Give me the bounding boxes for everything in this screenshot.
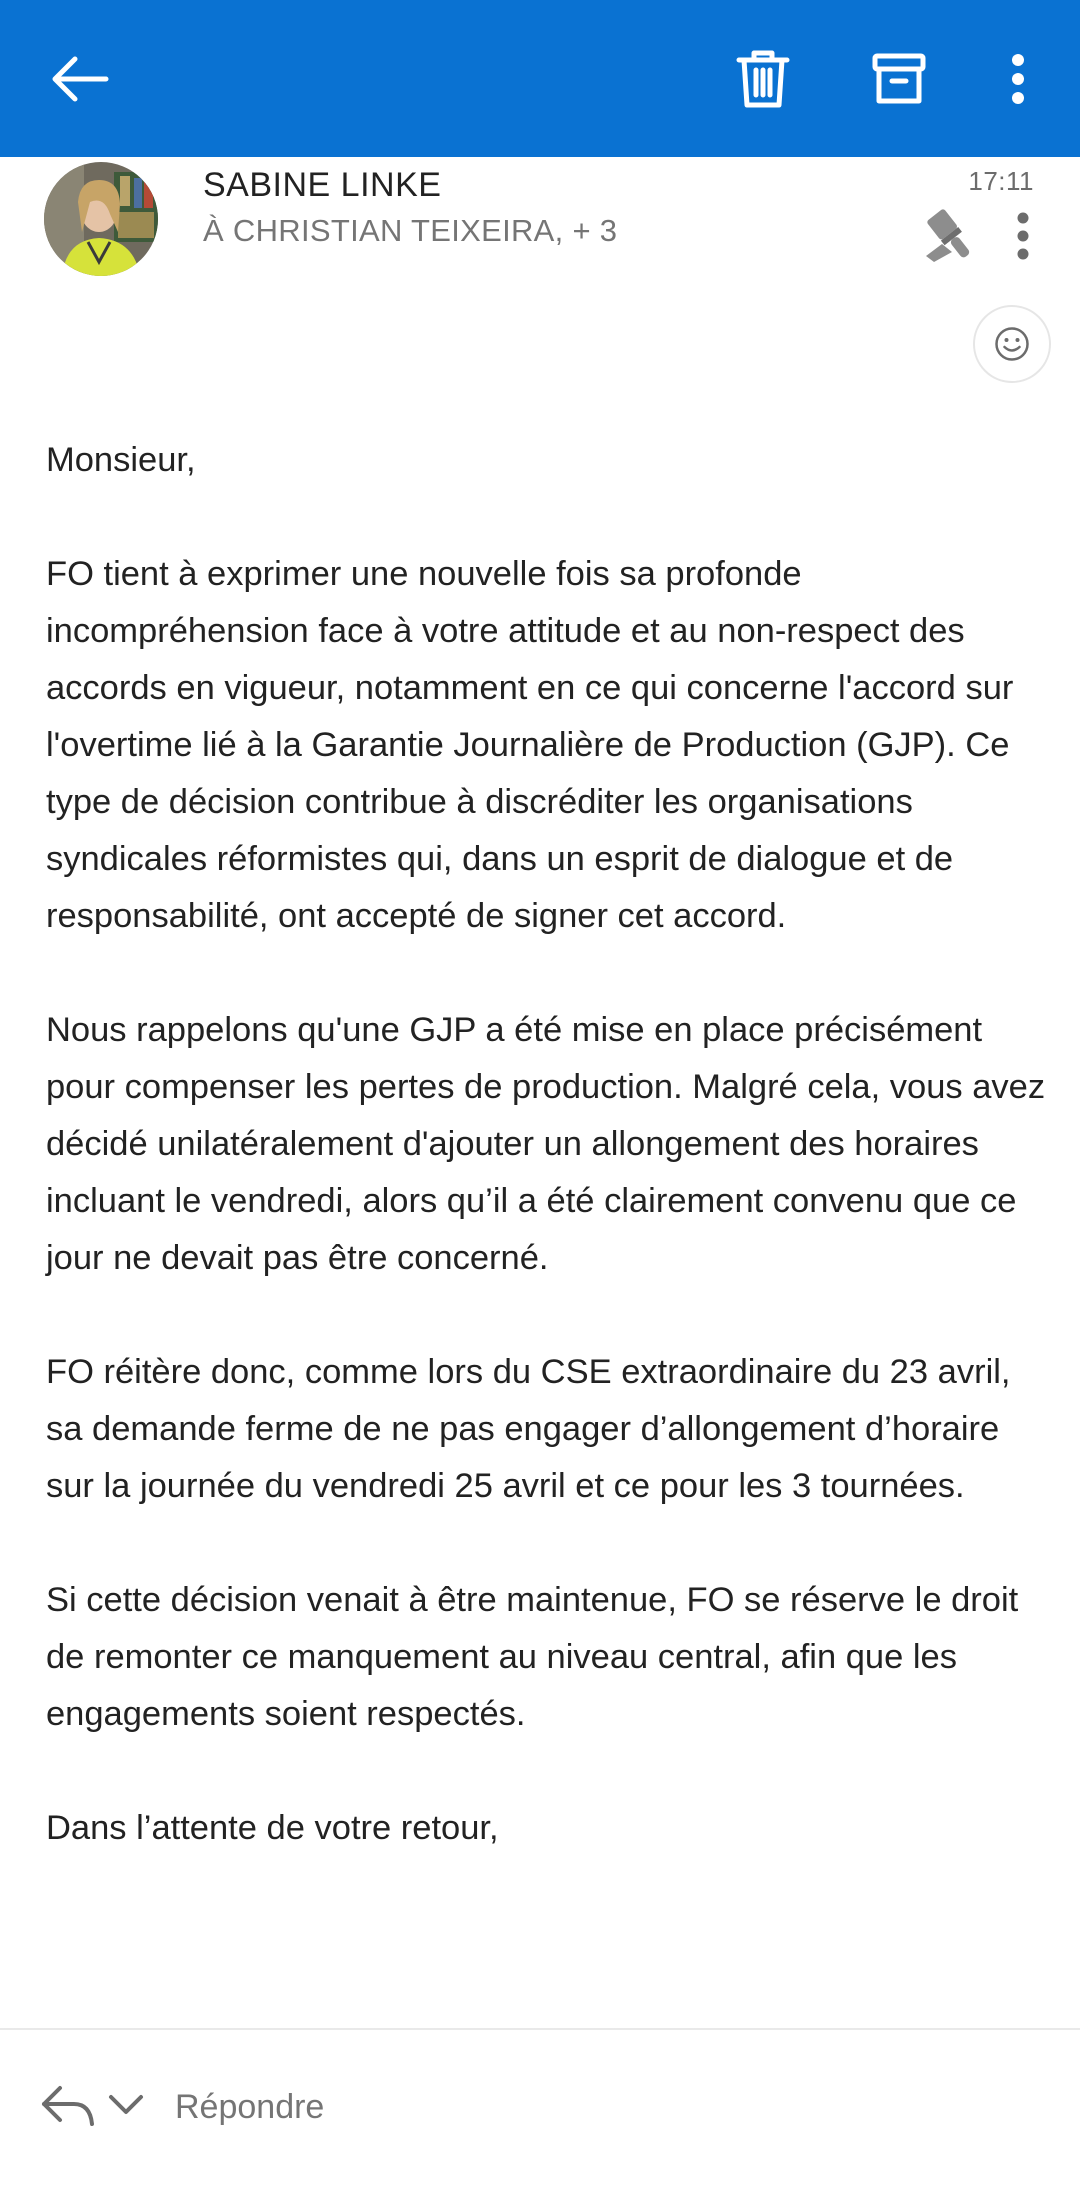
recipients-line[interactable]: À CHRISTIAN TEIXEIRA, + 3 [203,213,618,248]
top-app-bar [0,0,1080,157]
more-options-button[interactable] [963,0,1073,157]
body-paragraph: Dans l’attente de votre retour, [46,1809,499,1847]
reply-options-button[interactable] [108,2094,144,2121]
sender-name[interactable]: SABINE LINKE [203,166,442,204]
back-button[interactable] [25,0,135,157]
sender-photo [44,162,158,276]
archive-button[interactable] [844,0,954,157]
smiley-icon [994,326,1030,362]
message-more-button[interactable] [1004,208,1042,264]
message-time: 17:11 [968,166,1034,196]
archive-icon [872,52,926,106]
format-brush-button[interactable] [922,208,978,264]
message-body [46,432,1046,1857]
reply-button[interactable] [40,2084,96,2133]
more-vertical-icon [1011,54,1025,104]
arrow-left-icon [51,56,109,102]
delete-button[interactable] [708,0,818,157]
reply-input[interactable]: Répondre [175,2088,325,2126]
chevron-down-icon [108,2094,144,2116]
paint-brush-icon [922,208,978,264]
body-paragraph: FO tient à exprimer une nouvelle fois sa profonde incompréhension face à votre attitude et au non-respect des accords en vigueur, notamment en ce qui concerne l'accord sur l'overtime lié à la Garantie Journalière de Production (GJP). Ce type de décision contribue à discréditer les organisations syndicales réformistes qui, dans un esprit de dialogue et de responsabilité, ont accepté de signer cet accord. [46,555,1014,935]
more-vertical-icon [1017,212,1029,260]
trash-icon [735,48,791,110]
body-paragraph: Monsieur, [46,441,196,479]
body-paragraph: Nous rappelons qu'une GJP a été mise en place précisément pour compenser les pertes de production. Malgré cela, vous avez décidé unilatéralement d'ajouter un allongement des horaires incluant le vendredi, alors qu’il a été clairement convenu que ce jour ne devait pas être concerné. [46,1011,1046,1277]
reaction-button[interactable] [973,305,1051,383]
body-paragraph: FO réitère donc, comme lors du CSE extraordinaire du 23 avril, sa demande ferme de ne pas engager d’allongement d’horaire sur la journée du vendredi 25 avril et ce pour les 3 tournées. [46,1353,1011,1505]
reply-icon [40,2084,96,2128]
reply-bar [0,2030,1080,2185]
body-paragraph: Si cette décision venait à être maintenue, FO se réserve le droit de remonter ce manquement au niveau central, afin que les engagements soient respectés. [46,1581,1019,1733]
avatar[interactable] [44,162,158,276]
